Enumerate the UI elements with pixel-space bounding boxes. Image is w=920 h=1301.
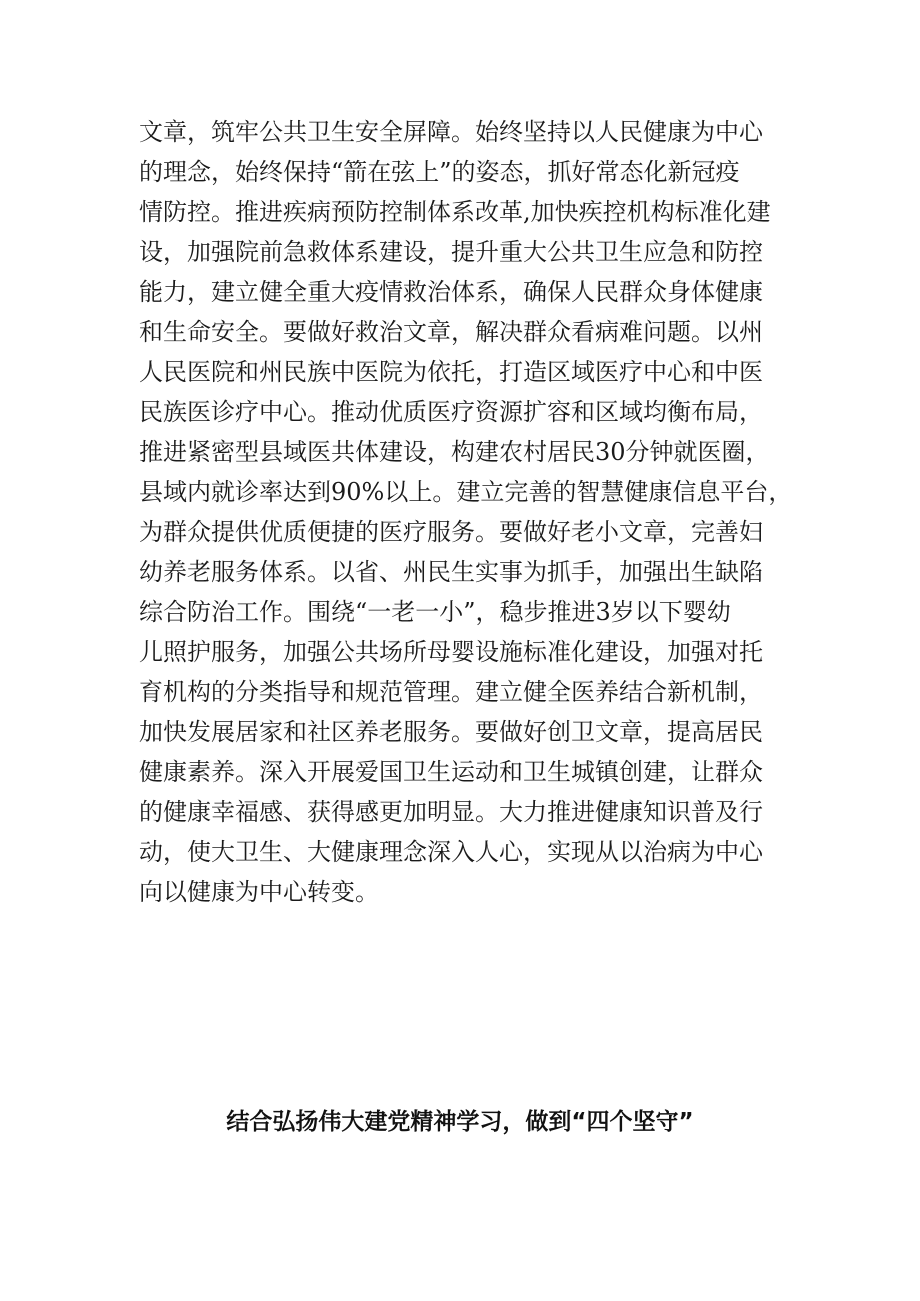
text-line: 儿照护服务，加强公共场所母婴设施标准化建设，加强对托 — [139, 638, 763, 666]
text-line: 向以健康为中心转变。 — [139, 878, 379, 906]
text-line: 县域内就诊率达到90%以上。建立完善的智慧健康信息平台， — [139, 478, 793, 506]
text-line: 的理念，始终保持“箭在弦上”的姿态，抓好常态化新冠疫 — [139, 158, 740, 186]
body-paragraph — [139, 112, 799, 912]
text-line: 的健康幸福感、获得感更加明显。大力推进健康知识普及行 — [139, 798, 763, 826]
text-line: 综合防治工作。围绕“一老一小”，稳步推进3岁以下婴幼 — [139, 598, 731, 626]
section-heading: 结合弘扬伟大建党精神学习，做到“四个坚守” — [226, 1109, 694, 1135]
text-line: 推进紧密型县域医共体建设，构建农村居民30分钟就医圈， — [139, 438, 770, 466]
text-line: 和生命安全。要做好救治文章，解决群众看病难问题。以州 — [139, 318, 763, 346]
text-line: 为群众提供优质便捷的医疗服务。要做好老小文章，完善妇 — [139, 518, 763, 546]
text-line: 民族医诊疗中心。推动优质医疗资源扩容和区域均衡布局， — [139, 398, 763, 426]
text-line: 动，使大卫生、大健康理念深入人心，实现从以治病为中心 — [139, 838, 763, 866]
text-line: 人民医院和州民族中医院为依托，打造区域医疗中心和中医 — [139, 358, 763, 386]
text-line: 育机构的分类指导和规范管理。建立健全医养结合新机制， — [139, 678, 763, 706]
text-line: 文章，筑牢公共卫生安全屏障。始终坚持以人民健康为中心 — [139, 118, 763, 146]
text-line: 健康素养。深入开展爱国卫生运动和卫生城镇创建，让群众 — [139, 758, 763, 786]
text-line: 情防控。推进疾病预防控制体系改革,加快疾控机构标准化建 — [139, 198, 771, 226]
text-line: 加快发展居家和社区养老服务。要做好创卫文章，提高居民 — [139, 718, 763, 746]
text-line: 能力，建立健全重大疫情救治体系，确保人民群众身体健康 — [139, 278, 763, 306]
text-line: 设，加强院前急救体系建设，提升重大公共卫生应急和防控 — [139, 238, 763, 266]
text-line: 幼养老服务体系。以省、州民生实事为抓手，加强出生缺陷 — [139, 558, 763, 586]
